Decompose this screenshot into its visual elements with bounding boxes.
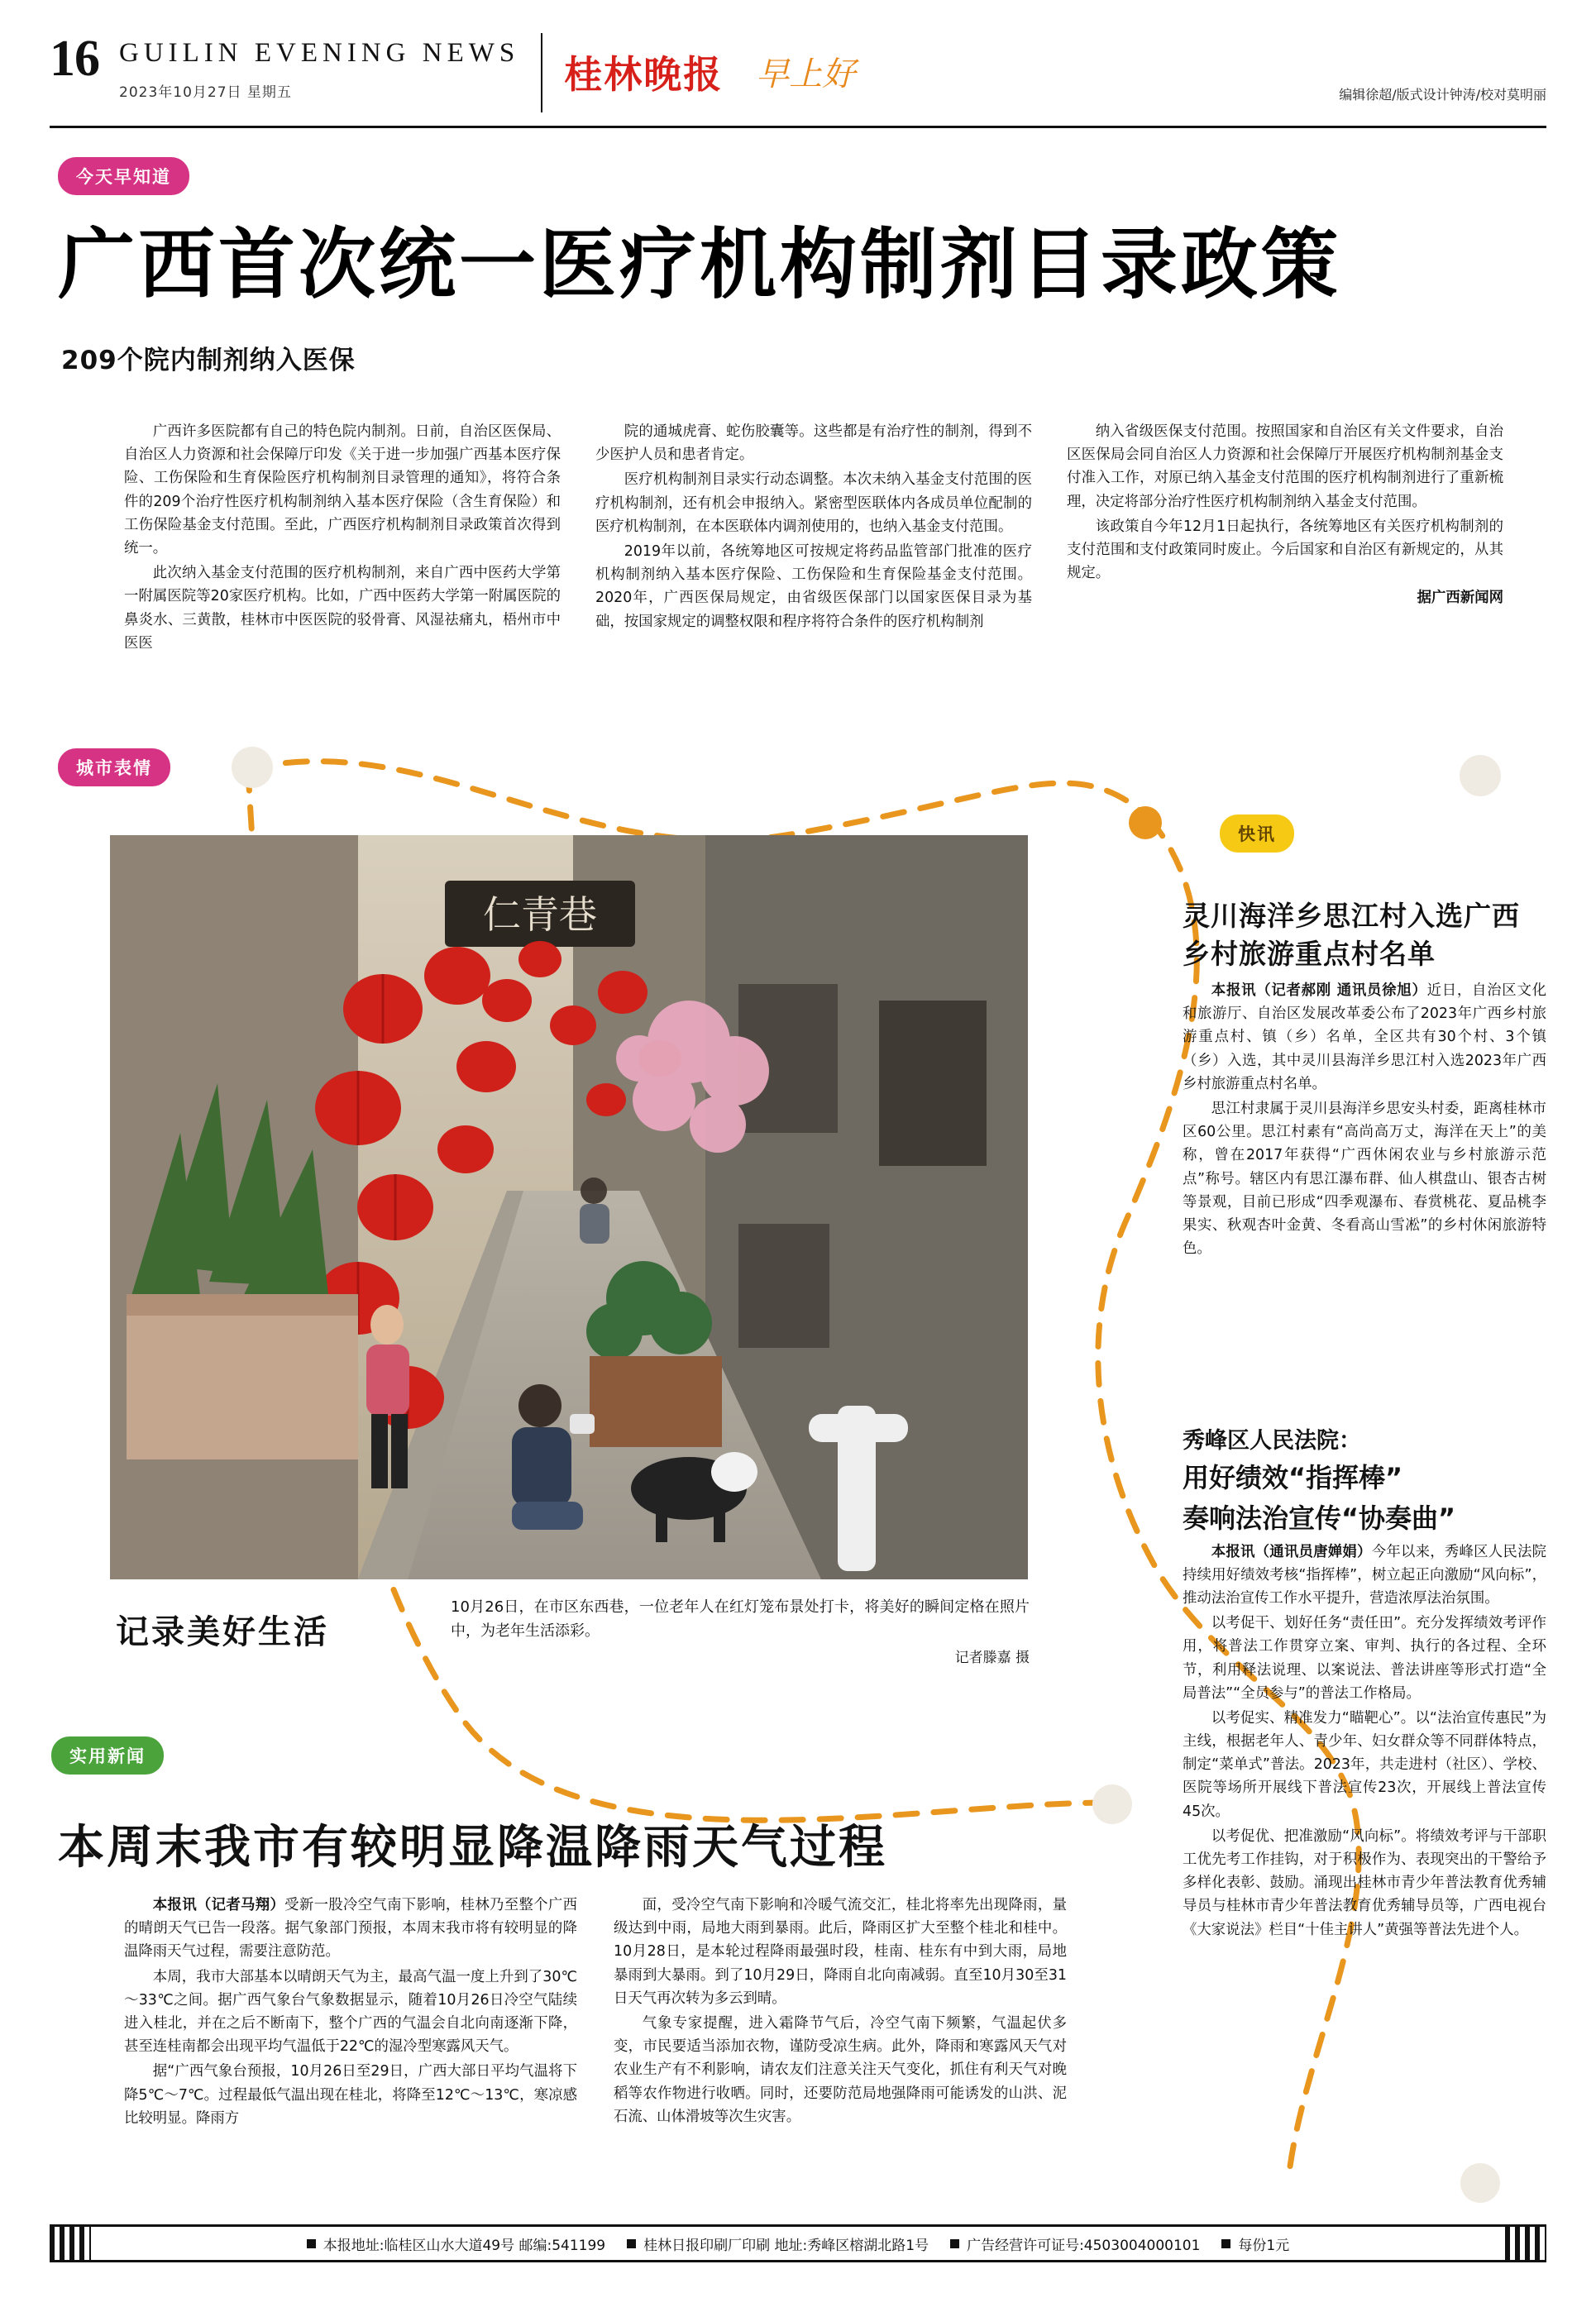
footer-address-text: 本报地址:临桂区山水大道49号 邮编:541199 (323, 2237, 606, 2254)
masthead-date: 2023年10月27日 星期五 (119, 84, 292, 101)
masthead-slogan: 早上好 (756, 55, 856, 93)
masthead-divider (541, 33, 542, 112)
lead-paragraph: 2019年以前，各统筹地区可按规定将药品监管部门批准的医疗机构制剂纳入基本医疗保险、工伤保险和生育保险基金支付范围。2020年，广西医保局规定，由省级医保部门以国家医保目录为基础，按国家规定的调整权限和程序将符合条件的医疗机构制剂 (595, 542, 1032, 630)
feature-photo (110, 835, 1028, 1579)
masthead-english-title: GUILIN EVENING NEWS (119, 38, 520, 68)
weather-byline: 本报讯（记者马翔） (152, 1897, 285, 1913)
lead-column-2 (595, 420, 1032, 743)
newspaper-logo: 桂林晚报 (564, 52, 724, 97)
masthead (50, 33, 1546, 128)
flash-2-paragraph-4: 以考促优、把准激励“风向标”。将绩效考评与干部职工优先考工作挂钩，对于积极作为、表现突出的干警给予多样化表彰、鼓励。涌现出桂林市青少年普法教育优秀辅导员与桂林市青少年普法教育优秀辅导员等，广西电视台《大家说法》栏目“十佳主讲人”黄强等普法先进个人。 (1183, 1827, 1546, 1938)
lead-paragraph: 此次纳入基金支付范围的医疗机构制剂，来自广西中医药大学第一附属医院等20家医疗机构。比如，广西中医药大学第一附属医院的鼻炎水、三黄散，桂林市中医医院的驳骨膏、风湿祛痛丸，梧州市中医医 (124, 565, 561, 652)
weather-paragraph-3: 据“广西气象台预报，10月26日至29日，广西大部日平均气温将下降5℃～7℃。过程最低气温出现在桂北，将降至12℃～13℃，寒凉感比较明显。降雨方 (124, 2063, 577, 2127)
photo-illustration (110, 835, 1028, 1579)
lead-column-1 (124, 420, 561, 743)
weather-paragraph-4: 面，受冷空气南下影响和冷暖气流交汇，桂北将率先出现降雨，量级达到中雨，局地大雨到暴雨。此后，降雨区扩大至整个桂北和桂中。10月28日，是本轮过程降雨最强时段，桂南、桂东有中到大雨，局地暴雨到大暴雨。到了10月29日，降雨自北向南减弱。直至10月30至31日天气再次转为多云到晴。 (614, 1897, 1067, 2007)
masthead-left (119, 33, 519, 101)
flash-2-paragraph-2: 以考促干、划好任务“责任田”。充分发挥绩效考评作用，将普法工作贯穿立案、审判、执行的各过程、全环节，利用释法说理、以案说法、普法讲座等形式打造“全局普法”“全员参与”的普法工作格局。 (1183, 1615, 1546, 1702)
weather-column-1 (124, 1894, 577, 2132)
lead-paragraph: 该政策自今年12月1日起执行，各统筹地区有关医疗机构制剂的支付范围和支付政策同时废止。今后国家和自治区有新规定的，从其规定。 (1067, 518, 1503, 582)
weather-article-columns (124, 1894, 1100, 2132)
photo-caption-text: 10月26日，在市区东西巷，一位老年人在红灯笼布景处打卡，将美好的瞬间定格在照片中，为老年生活添彩。 (451, 1598, 1030, 1640)
page-number: 16 (50, 31, 99, 87)
weather-article-title: 本周末我市有较明显降温降雨天气过程 (58, 1821, 887, 1875)
weather-column-2 (614, 1894, 1067, 2132)
section-tag-useful-news: 实用新闻 (51, 1736, 164, 1775)
flash-2-text-1: 今年以来，秀峰区人民法院持续用好绩效考核“指挥棒”，树立起正向激励“风向标”，推动法治宣传工作水平提升，营造浓厚法治氛围。 (1183, 1543, 1546, 1607)
weather-paragraph-1 (124, 1894, 577, 1964)
flash-article-2 (1183, 1422, 1546, 1943)
flash-1-paragraph-2: 思江村隶属于灵川县海洋乡思安头村委，距离桂林市区60公里。思江村素有“高尚高万丈，海洋在天上”的美称，曾在2017年获得“广西休闲农业与乡村旅游示范点”称号。辖区内有思江瀑布群、仙人棋盘山、银杏古树等景观，目前已形成“四季观瀑布、春赏桃花、夏品桃李果实、秋观杏叶金黄、冬看高山雪凇”的乡村休闲旅游特色。 (1183, 1101, 1546, 1258)
flash-2-kicker: 秀峰区人民法院： (1183, 1428, 1361, 1454)
lead-paragraph: 院的通城虎膏、蛇伤胶囊等。这些都是有治疗性的制剂，得到不少医护人员和患者肯定。 (595, 423, 1032, 464)
weather-text-1: 受新一股冷空气南下影响，桂林乃至整个广西的晴朗天气已告一段落。据气象部门预报，本周末我市将有较明显的降温降雨天气过程，需要注意防范。 (124, 1897, 577, 1961)
footer-license-text: 广告经营许可证号:4503004000101 (967, 2237, 1201, 2254)
flash-1-text-1: 近日，自治区文化和旅游厅、自治区发展改革委公布了2023年广西乡村旅游重点村、镇（乡）名单，全区共有30个村、3个镇（乡）入选，其中灵川县海洋乡思江村入选2023年广西乡村旅游重点村名单。 (1183, 982, 1546, 1092)
flash-2-paragraph-1 (1183, 1541, 1546, 1611)
flash-1-byline: 本报讯（记者郝刚 通讯员徐旭） (1211, 982, 1427, 1000)
flash-1-title: 灵川海洋乡思江村入选广西乡村旅游重点村名单 (1183, 900, 1520, 970)
lead-paragraph: 医疗机构制剂目录实行动态调整。本次未纳入基金支付范围的医疗机构制剂，还有机会申报纳入。紧密型医联体内各成员单位配制的医疗机构制剂，在本医联体内调剂使用的，也纳入基金支付范围。 (595, 471, 1032, 535)
flash-2-title-line-1: 用好绩效“指挥棒” (1183, 1462, 1403, 1493)
footer (50, 2224, 1546, 2262)
flash-2-byline: 本报讯（通讯员唐婵娟） (1211, 1543, 1372, 1560)
lead-source-credit: 据广西新闻网 (1417, 590, 1503, 607)
lead-subhead: 209个院内制剂纳入医保 (61, 346, 356, 375)
flash-article-1 (1183, 897, 1546, 1262)
lead-article-columns (124, 420, 1505, 743)
footer-item-price (1221, 2233, 1289, 2254)
masthead-staff-credits: 编辑徐超/版式设计钟涛/校对莫明丽 (1339, 87, 1546, 103)
page-title: 广西首次统一医疗机构制剂目录政策 (58, 220, 1341, 309)
footer-item-license (950, 2233, 1200, 2254)
flash-2-paragraph-3: 以考促实、精准发力“瞄靶心”。以“法治宣传惠民”为主线，根据老年人、青少年、妇女群众等不同群体特点，制定“菜单式”普法。2023年，共走进村（社区）、学校、医院等场所开展线下普法宣传23次，开展线上普法宣传45次。 (1183, 1709, 1546, 1820)
section-tag-city-faces: 城市表情 (58, 748, 170, 786)
weather-paragraph-2: 本周，我市大部基本以晴朗天气为主，最高气温一度上升到了30℃～33℃之间。据广西气象台气象数据显示，随着10月26日冷空气陆续进入桂北，并在之后不断南下，整个广西的气温会自北向南逐渐下降，甚至连桂南都会出现平均气温低于22℃的湿冷型寒露风天气。 (124, 1968, 577, 2056)
photo-credit: 记者滕嘉 摄 (954, 1649, 1030, 1666)
lead-paragraph: 广西许多医院都有自己的特色院内制剂。日前，自治区医保局、自治区人力资源和社会保障厅印发《关于进一步加强广西基本医疗保险、工伤保险和生育保险医疗机构制剂目录管理的通知》，将符合条件的209个治疗性医疗机构制剂纳入基本医疗保险（含生育保险）和工伤保险基金支付范围。至此，广西医疗机构制剂目录政策首次得到统一。 (124, 423, 561, 557)
footer-item-printer (627, 2233, 929, 2254)
section-tag-news-flash: 快讯 (1220, 814, 1294, 853)
photo-caption-title: 记录美好生活 (116, 1613, 329, 1651)
footer-item-address (307, 2233, 605, 2254)
section-tag-today: 今天早知道 (58, 157, 189, 195)
lead-column-3 (1067, 420, 1503, 743)
photo-caption (451, 1596, 1030, 1670)
flash-2-title-line-2: 奏响法治宣传“协奏曲” (1183, 1502, 1456, 1534)
alley-sign-text: 仁青巷 (483, 892, 597, 937)
footer-printer-text: 桂林日报印刷厂印刷 地址:秀峰区榕湖北路1号 (643, 2237, 929, 2254)
weather-paragraph-5: 气象专家提醒，进入霜降节气后，冷空气南下频繁，气温起伏多变，市民要适当添加衣物，谨防受凉生病。此外，降雨和寒露风天气对农业生产有不利影响，请农友们注意关注天气变化，抓住有利天气对晚稻等农作物进行收晒。同时，还要防范局地强降雨可能诱发的山洪、泥石流、山体滑坡等次生灾害。 (614, 2014, 1067, 2125)
lead-paragraph: 纳入省级医保支付范围。按照国家和自治区有关文件要求，自治区医保局会同自治区人力资源和社会保障厅开展医疗机构制剂基金支付准入工作，对原已纳入基金支付范围的医疗机构制剂进行了重新梳理，决定将部分治疗性医疗机构制剂纳入基金支付范围。 (1067, 423, 1503, 510)
footer-price-text: 每份1元 (1238, 2237, 1290, 2254)
flash-1-paragraph-1 (1183, 979, 1546, 1096)
